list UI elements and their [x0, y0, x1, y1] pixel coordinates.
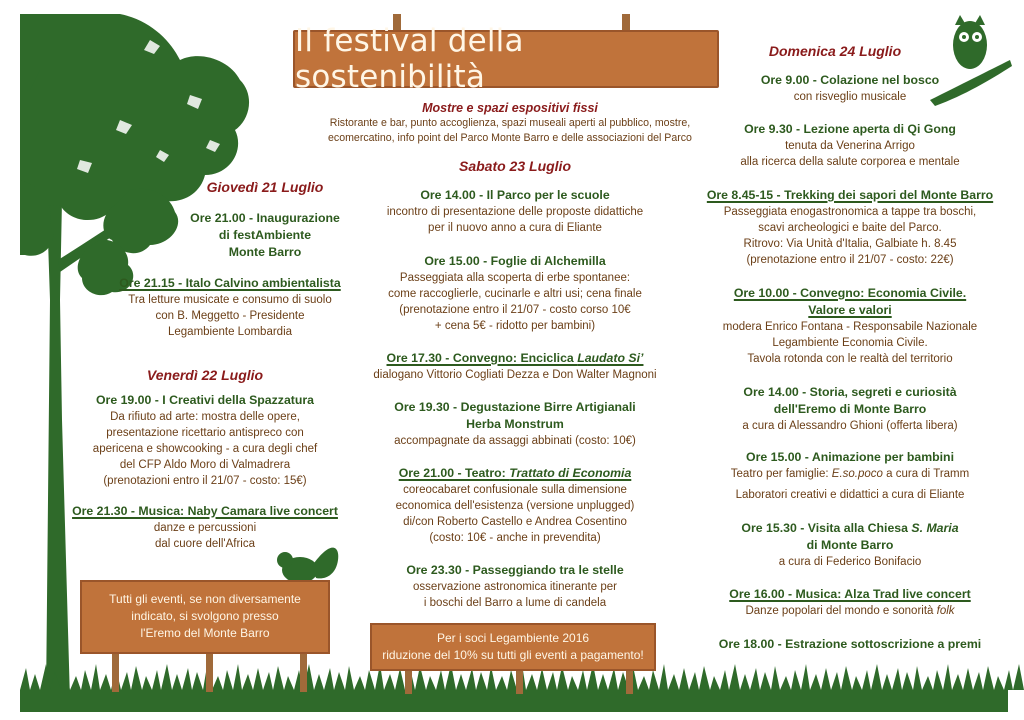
event-desc: per il nuovo anno a cura di Eliante: [428, 222, 602, 234]
event-title: [350, 350, 680, 367]
event-title: Monte Barro: [228, 245, 302, 259]
event-title: Ore 14.00 - Storia, segreti e curiosità: [743, 385, 957, 399]
event-desc: a cura di Alessandro Ghioni (offerta libera): [742, 420, 958, 432]
sign-post: [405, 668, 412, 694]
venue-sign-line: l'Eremo del Monte Barro: [140, 626, 270, 640]
thursday-header: [150, 178, 380, 196]
page-title: Il festival della sostenibilità: [295, 23, 524, 95]
event-desc: danze e percussioni: [153, 522, 257, 534]
event-title-text: Ore 17.30 - Convegno: Enciclica: [386, 351, 578, 365]
member-discount-sign: [370, 623, 656, 671]
sign-post: [300, 650, 307, 692]
event-title: Ore 18.00 - Estrazione sottoscrizione a premi: [718, 637, 982, 651]
event-laudato-si: [350, 350, 680, 383]
event-desc: di/con Roberto Castello e Andrea Cosentino: [403, 516, 627, 528]
event-stelle: [360, 562, 670, 611]
event-desc: alla ricerca della salute corporea e mentale: [740, 156, 960, 168]
event-desc: scavi archeologici e baite del Parco.: [758, 222, 942, 234]
event-desc: (costo: 10€ - anche in prevendita): [429, 532, 601, 544]
sign-post: [626, 668, 633, 694]
event-desc: + cena 5€ - ridotto per bambini): [434, 320, 596, 332]
event-teatro: [360, 465, 670, 546]
event-desc: come raccoglierle, cucinarle e altri usi; cena finale: [388, 288, 642, 300]
sign-post: [206, 650, 213, 692]
event-title: Ore 9.00 - Colazione nel bosco: [760, 73, 940, 87]
event-italo-calvino: [90, 275, 370, 340]
event-desc: apericena e showcooking - a cura degli chef: [92, 443, 318, 455]
member-discount-line: Per i soci Legambiente 2016: [436, 631, 590, 645]
event-desc: (prenotazione entro il 21/07 - costo: 22€): [746, 254, 954, 266]
event-economia-civile: [700, 285, 1000, 367]
day-title: Sabato 23 Luglio: [458, 158, 571, 174]
event-alza-trad: [700, 586, 1000, 619]
event-desc: economica dell'esistenza (versione unplugged): [395, 500, 635, 512]
event-desc: osservazione astronomica itinerante per: [413, 581, 617, 593]
event-title: Ore 19.00 - I Creativi della Spazzatura: [95, 393, 315, 407]
event-title: Ore 15.00 - Animazione per bambini: [746, 450, 954, 464]
event-desc-italic: folk: [936, 605, 955, 617]
event-desc: tenuta da Venerina Arrigo: [785, 140, 915, 152]
day-title: Domenica 24 Luglio: [768, 43, 902, 59]
event-desc: a cura di Federico Bonifacio: [778, 556, 922, 568]
event-desc: dal cuore dell'Africa: [155, 538, 255, 550]
member-discount-line: riduzione del 10% su tutti gli eventi a pagamento!: [382, 648, 644, 662]
event-parco-scuole: [360, 187, 670, 236]
title-sign: [293, 23, 719, 95]
sign-post: [516, 668, 523, 694]
event-title: di festAmbiente: [218, 228, 312, 242]
day-title: Venerdì 22 Luglio: [146, 367, 264, 383]
event-title: dell'Eremo di Monte Barro: [773, 402, 927, 416]
event-title: Ore 15.00 - Foglie di Alchemilla: [424, 254, 606, 268]
event-title: Ore 21.15 - Italo Calvino ambientalista: [119, 276, 341, 290]
venue-sign: [80, 580, 330, 654]
event-title: Ore 21.30 - Musica: Naby Camara live concert: [72, 504, 338, 518]
event-desc: i boschi del Barro a lume di candela: [423, 597, 607, 609]
event-title: Ore 9.30 - Lezione aperta di Qi Gong: [744, 122, 956, 136]
event-trekking: [690, 187, 1010, 268]
event-desc: Passeggiata enogastronomica a tappe tra boschi,: [723, 206, 977, 218]
event-title: [360, 465, 670, 482]
event-title: Ore 19.30 - Degustazione Birre Artigianali: [394, 400, 636, 414]
event-title: Valore e valori: [808, 303, 892, 317]
event-desc-text: Danze popolari del mondo e sonorità: [745, 605, 937, 617]
event-desc: modera Enrico Fontana - Responsabile Nazionale: [722, 321, 978, 333]
event-desc: Legambiente Lombardia: [167, 326, 293, 338]
event-colazione: [720, 72, 980, 105]
event-qi-gong: [700, 121, 1000, 170]
event-desc: (prenotazione entro il 21/07 - costo corso 10€: [399, 304, 631, 316]
event-desc: Laboratori creativi e didattici a cura di Eliante: [735, 489, 965, 501]
event-birre: [360, 399, 670, 449]
saturday-header: [400, 157, 630, 175]
event-title: Ore 21.00 - Inaugurazione: [190, 211, 340, 225]
event-animazione: [700, 449, 1000, 503]
event-creativi: [60, 392, 350, 489]
event-title-text: Ore 15.30 - Visita alla Chiesa: [741, 521, 912, 535]
event-naby-camara: [60, 503, 350, 552]
event-desc: del CFP Aldo Moro di Valmadrera: [119, 459, 291, 471]
squirrel-icon: [277, 548, 338, 583]
event-desc: incontro di presentazione delle proposte didattiche: [386, 206, 644, 218]
event-desc: presentazione ricettario antispreco con: [106, 427, 304, 439]
day-title: Giovedì 21 Luglio: [206, 179, 324, 195]
event-desc: Ritrovo: Via Unità d'Italia, Galbiate h. 8.45: [743, 238, 957, 250]
event-title: Ore 8.45-15 - Trekking dei sapori del Monte Barro: [706, 188, 994, 202]
friday-header: [90, 366, 320, 384]
event-inauguration: [150, 210, 380, 261]
venue-sign-line: Tutti gli eventi, se non diversamente: [109, 592, 301, 606]
event-title: Ore 14.00 - Il Parco per le scuole: [420, 188, 610, 202]
event-title-text: Ore 21.00 - Teatro:: [398, 466, 510, 480]
fixed-exhibits-line: Ristorante e bar, punto accoglienza, spazi museali aperti al pubblico, mostre,: [329, 117, 691, 129]
fixed-exhibits-title: Mostre e spazi espositivi fissi: [422, 101, 598, 115]
event-desc: (prenotazioni entro il 21/07 - costo: 15€): [103, 475, 307, 487]
event-eremo-storia: [700, 384, 1000, 434]
event-desc: coreocabaret confusionale sulla dimensione: [403, 484, 627, 496]
venue-sign-line: indicato, si svolgono presso: [131, 609, 279, 623]
event-estrazione: [690, 636, 1010, 653]
event-desc-text: a cura di Tramm: [882, 468, 970, 480]
event-title-italic: Laudato Si’: [577, 351, 644, 365]
event-title: di Monte Barro: [806, 538, 894, 552]
event-desc: Tavola rotonda con le realtà del territorio: [747, 353, 953, 365]
event-desc: dialogano Vittorio Cogliati Dezza e Don Walter Magnoni: [373, 369, 657, 381]
event-desc: con B. Meggetto - Presidente: [155, 310, 305, 322]
event-desc: Passeggiata alla scoperta di erbe spontanee:: [399, 272, 631, 284]
fixed-exhibits: [300, 100, 720, 146]
event-desc: Da rifiuto ad arte: mostra delle opere,: [110, 411, 300, 423]
event-title: Ore 10.00 - Convegno: Economia Civile.: [733, 286, 967, 300]
event-desc: Legambiente Economia Civile.: [772, 337, 928, 349]
event-desc: con risveglio musicale: [793, 91, 907, 103]
event-desc-text: Teatro per famiglie:: [730, 468, 832, 480]
event-chiesa: [700, 520, 1000, 570]
fixed-exhibits-line: ecomercatino, info point del Parco Monte Barro e delle associazioni del Parco: [328, 132, 692, 144]
sunday-header: [740, 42, 930, 60]
event-title-italic: S. Maria: [911, 521, 959, 535]
event-alchemilla: [360, 253, 670, 334]
event-title: Herba Monstrum: [466, 417, 564, 431]
event-desc: accompagnate da assaggi abbinati (costo: 10€): [394, 435, 636, 447]
event-title: [700, 520, 1000, 537]
event-title-italic: Trattato di Economia: [509, 466, 632, 480]
event-desc-italic: E.so.poco: [831, 468, 883, 480]
event-title: Ore 16.00 - Musica: Alza Trad live concert: [729, 587, 971, 601]
event-desc: [700, 466, 1000, 482]
sign-post: [112, 650, 119, 692]
event-title: Ore 23.30 - Passeggiando tra le stelle: [406, 563, 624, 577]
event-desc: Tra letture musicate e consumo di suolo: [128, 294, 332, 306]
event-desc: [700, 603, 1000, 619]
